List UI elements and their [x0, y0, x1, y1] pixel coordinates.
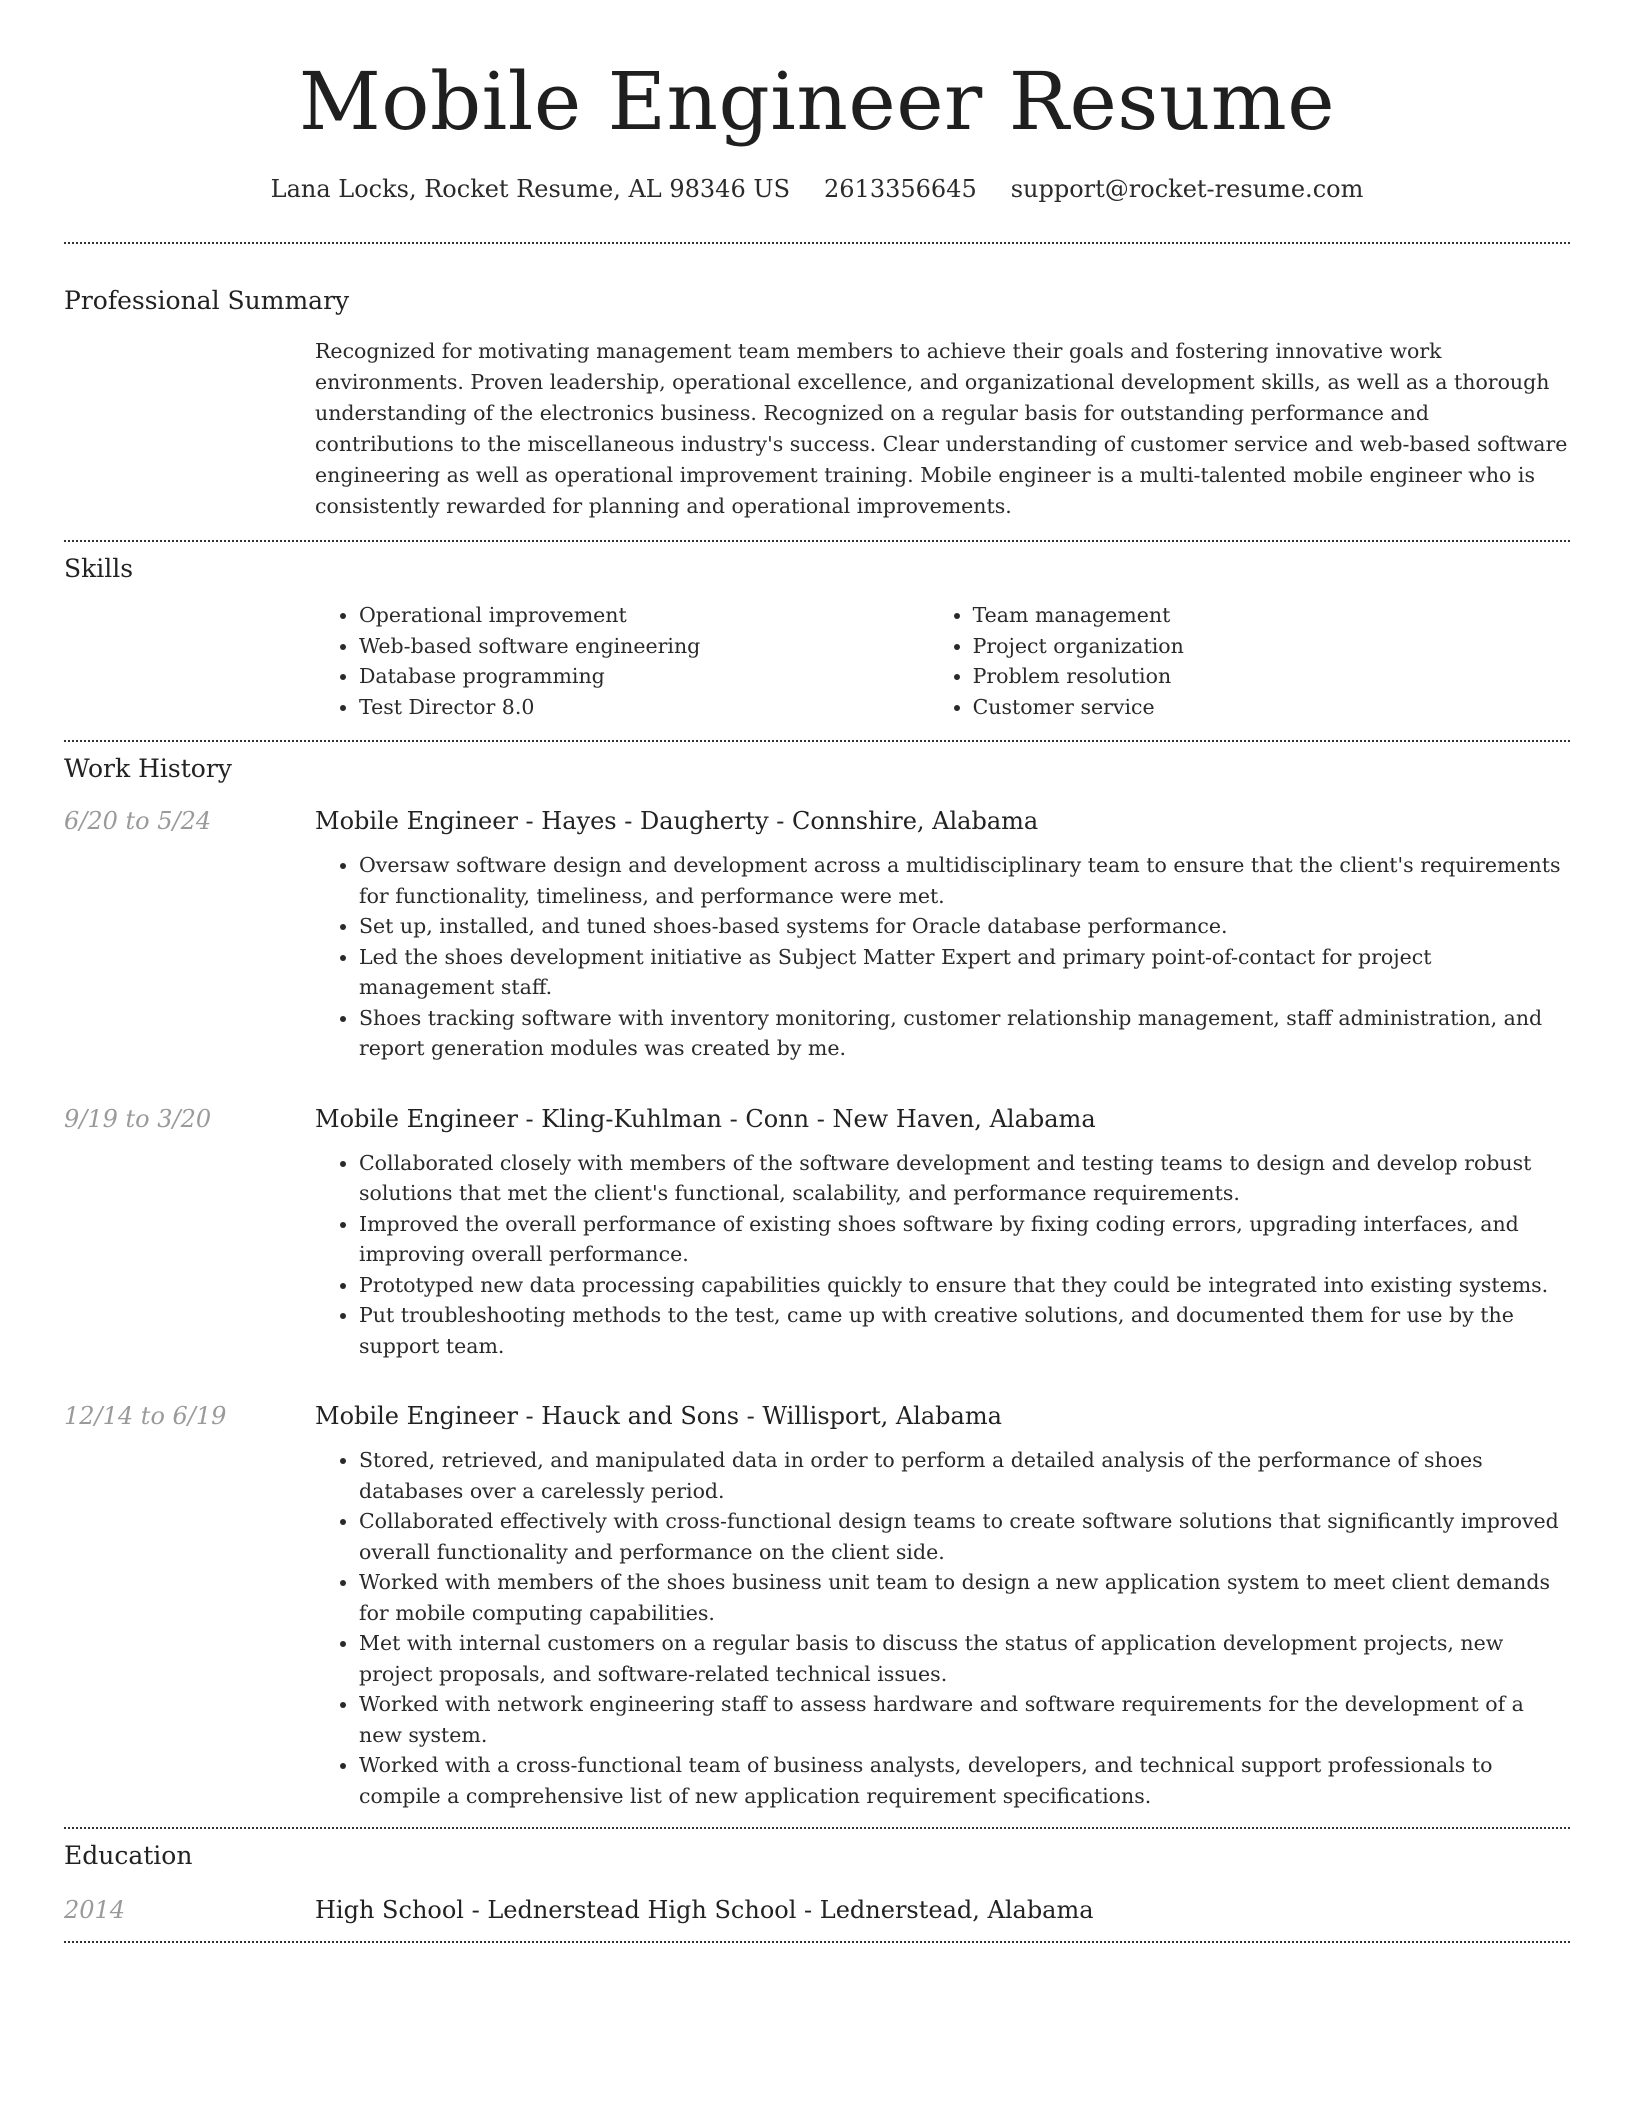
job-bullets	[315, 850, 1570, 1064]
job-bullet: • Put troubleshooting methods to the test, came up with creative solutions, and documented them for use by the support team.	[359, 1300, 1570, 1361]
work-heading: Work History	[64, 754, 232, 783]
contact-line	[64, 172, 1570, 206]
job-bullet: • Worked with network engineering staff to assess hardware and software requirements for the development of a new system.	[359, 1689, 1570, 1750]
job-bullet: • Prototyped new data processing capabilities quickly to ensure that they could be integrated into existing systems.	[359, 1270, 1570, 1301]
job-bullet: • Worked with members of the shoes business unit team to design a new application system to meet client demands for mobile computing capabilities.	[359, 1567, 1570, 1628]
job-bullet: • Stored, retrieved, and manipulated data in order to perform a detailed analysis of the performance of shoes databases over a carelessly period.	[359, 1445, 1570, 1506]
job-body	[315, 1102, 1570, 1362]
job-bullets	[315, 1148, 1570, 1362]
job-bullet: • Improved the overall performance of existing shoes software by fixing coding errors, upgrading interfaces, and improving overall performance.	[359, 1209, 1570, 1270]
skill-item: • Database programming	[359, 661, 929, 692]
skill-item: • Web-based software engineering	[359, 631, 929, 662]
education-heading: Education	[64, 1841, 193, 1870]
skill-item: • Problem resolution	[973, 661, 1570, 692]
divider	[64, 740, 1570, 742]
education-body	[315, 1893, 1570, 1927]
skills-column-left	[315, 600, 929, 722]
summary-paragraph: Recognized for motivating management team members to achieve their goals and fostering innovative work environments. Proven leadership, operational excellence, and organizational development skills, as well as a thorough understanding of the electronics business. Recognized on a regular basis for outstanding performance and contributions to the miscellaneous industry's success. Clear understanding of customer service and web-based software engineering as well as operational improvement training. Mobile engineer is a multi-talented mobile engineer who is consistently rewarded for planning and operational improvements.	[315, 339, 1568, 518]
job-bullet: • Collaborated closely with members of the software development and testing teams to design and develop robust solutions that met the client's functional, scalability, and performance requirements.	[359, 1148, 1570, 1209]
skills-list	[315, 600, 1570, 722]
skill-item: • Test Director 8.0	[359, 692, 929, 723]
job-dates: 6/20 to 5/24	[64, 807, 212, 835]
job-entry	[64, 1102, 1570, 1362]
job-dates: 12/14 to 6/19	[64, 1402, 227, 1430]
contact-address: Lana Locks, Rocket Resume, AL 98346 US	[270, 175, 791, 203]
job-bullet: • Worked with a cross-functional team of business analysts, developers, and technical support professionals to compile a comprehensive list of new application requirement specifications.	[359, 1750, 1570, 1811]
divider	[64, 1827, 1570, 1829]
job-bullet: • Shoes tracking software with inventory monitoring, customer relationship management, staff administration, and report generation modules was created by me.	[359, 1003, 1570, 1064]
job-title: Mobile Engineer - Hauck and Sons - Willisport, Alabama	[315, 1402, 1002, 1430]
job-body	[315, 804, 1570, 1064]
job-title: Mobile Engineer - Hayes - Daugherty - Connshire, Alabama	[315, 807, 1039, 835]
divider	[64, 1941, 1570, 1943]
contact-email: support@rocket-resume.com	[1010, 175, 1364, 203]
summary-heading: Professional Summary	[64, 286, 350, 315]
skill-item: • Team management	[973, 600, 1570, 631]
skills-heading: Skills	[64, 554, 134, 583]
skill-item: • Operational improvement	[359, 600, 929, 631]
job-bullet: • Led the shoes development initiative as Subject Matter Expert and primary point-of-contact for project management staff.	[359, 942, 1570, 1003]
job-dates: 9/19 to 3/20	[64, 1104, 212, 1133]
contact-phone: 2613356645	[824, 175, 977, 203]
education-year: 2014	[64, 1896, 126, 1924]
job-entry	[64, 804, 1570, 1064]
divider	[64, 242, 1570, 244]
skill-item: • Customer service	[973, 692, 1570, 723]
education-title: High School - Lednerstead High School - Lednerstead, Alabama	[315, 1896, 1094, 1924]
job-bullet: • Met with internal customers on a regular basis to discuss the status of application development projects, new project proposals, and software-related technical issues.	[359, 1628, 1570, 1689]
job-title: Mobile Engineer - Kling-Kuhlman - Conn - New Haven, Alabama	[315, 1104, 1096, 1133]
resume-title: Mobile Engineer Resume	[298, 55, 1336, 148]
education-entry	[64, 1893, 1570, 1927]
job-bullet: • Collaborated effectively with cross-functional design teams to create software solutions that significantly improved overall functionality and performance on the client side.	[359, 1506, 1570, 1567]
divider	[64, 540, 1570, 542]
summary-text	[315, 336, 1570, 522]
job-entry	[64, 1399, 1570, 1811]
job-bullet: • Set up, installed, and tuned shoes-based systems for Oracle database performance.	[359, 911, 1570, 942]
resume-content	[64, 0, 1570, 1943]
skill-item: • Project organization	[973, 631, 1570, 662]
job-bullets	[315, 1445, 1570, 1811]
job-bullet: • Oversaw software design and development across a multidisciplinary team to ensure that the client's requirements for functionality, timeliness, and performance were met.	[359, 850, 1570, 911]
job-body	[315, 1399, 1570, 1811]
skills-column-right	[929, 600, 1570, 722]
